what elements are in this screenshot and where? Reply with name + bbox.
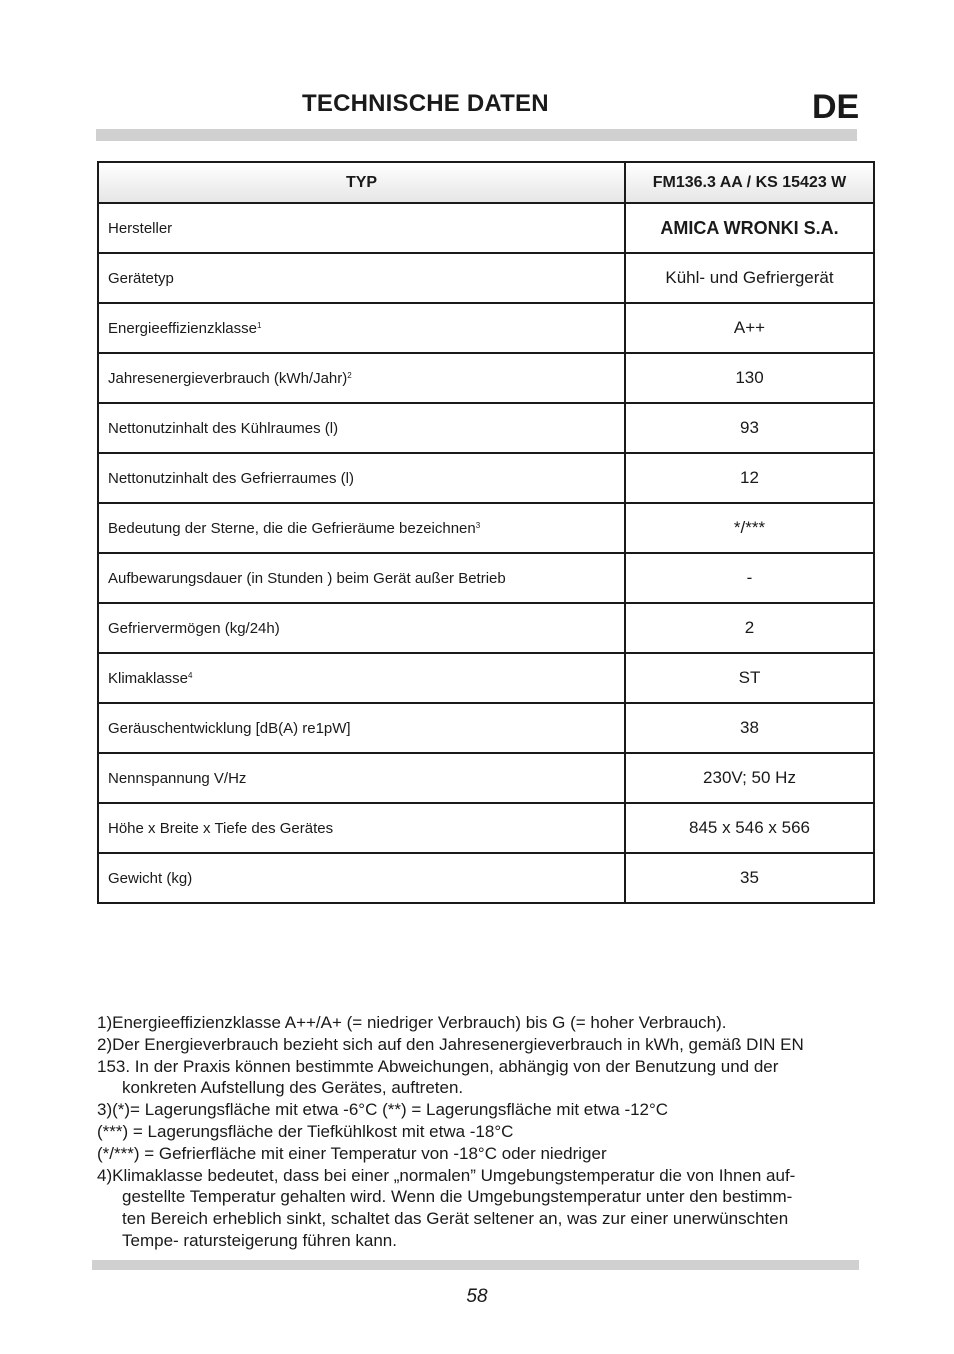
header-model-value: FM136.3 AA / KS 15423 W	[625, 162, 874, 203]
header-type-label: TYP	[98, 162, 625, 203]
row-label-text: Nennspannung V/Hz	[108, 769, 247, 787]
page-number: 58	[466, 1286, 488, 1307]
footer-divider	[92, 1260, 859, 1270]
footnote-ref: 4	[188, 670, 193, 680]
footnote-line: Tempe- ratursteigerung führen kann.	[122, 1230, 397, 1250]
page-title: TECHNISCHE DATEN	[302, 90, 549, 117]
row-label-text: Jahresenergieverbrauch (kWh/Jahr)	[108, 369, 348, 387]
header-divider	[96, 129, 857, 141]
row-label-text: Gewicht (kg)	[108, 869, 193, 887]
row-value: 2	[625, 603, 874, 653]
footnote-ref: 3	[475, 520, 481, 530]
row-label	[98, 403, 625, 453]
table-row	[98, 203, 874, 253]
row-label	[98, 853, 625, 903]
row-value: 12	[625, 453, 874, 503]
row-value: -	[625, 553, 874, 603]
row-label	[98, 303, 625, 353]
row-label	[98, 253, 625, 303]
table-row	[98, 303, 874, 353]
row-value: 845 x 546 x 566	[625, 803, 874, 853]
table-row	[98, 803, 874, 853]
row-label	[98, 203, 625, 253]
footnote-line: konkreten Aufstellung des Gerätes, auftreten.	[122, 1078, 464, 1098]
row-label-text: Aufbewarungsdauer (in Stunden ) beim Gerät außer Betrieb	[108, 569, 506, 587]
row-value: 230V; 50 Hz	[625, 753, 874, 803]
table-row	[98, 853, 874, 903]
footnote-line: 153. In der Praxis können bestimmte Abweichungen, abhängig von der Benutzung und der	[97, 1056, 779, 1076]
row-label-text: Energieeffizienzklasse	[108, 319, 257, 337]
row-label-text: Geräuschentwicklung [dB(A) re1pW]	[108, 719, 351, 737]
row-value: */***	[625, 503, 874, 553]
footnote-ref: 1	[256, 320, 262, 330]
row-label	[98, 703, 625, 753]
table-row	[98, 403, 874, 453]
table-row	[98, 353, 874, 403]
table-row	[98, 553, 874, 603]
row-label-text: Nettonutzinhalt des Kühlraumes (l)	[108, 419, 339, 437]
footnote-line: ten Bereich erheblich sinkt, schaltet das Gerät seltener an, was zur einer unerwünschten	[122, 1209, 789, 1229]
footnote-line: 2)Der Energieverbrauch bezieht sich auf den Jahresenergieverbrauch in kWh, gemäß DIN EN	[97, 1034, 804, 1054]
table-row	[98, 453, 874, 503]
row-label-text: Gerätetyp	[108, 269, 174, 287]
footnote-line: (***) = Lagerungsfläche der Tiefkühlkost mit etwa -18°C	[97, 1121, 514, 1141]
row-label	[98, 353, 625, 403]
row-label	[98, 553, 625, 603]
row-label-text: Nettonutzinhalt des Gefrierraumes (l)	[108, 469, 354, 487]
table-row	[98, 653, 874, 703]
row-value: ST	[625, 653, 874, 703]
footnote-line: 3)(*)= Lagerungsfläche mit etwa -6°C (**) = Lagerungsfläche mit etwa -12°C	[97, 1100, 669, 1120]
row-value: 35	[625, 853, 874, 903]
table-row	[98, 703, 874, 753]
row-label	[98, 603, 625, 653]
row-value: A++	[625, 303, 874, 353]
row-label-text: Bedeutung der Sterne, die die Gefrieräume bezeichnen	[108, 519, 476, 537]
spec-table	[97, 161, 875, 904]
table-row	[98, 253, 874, 303]
row-label	[98, 753, 625, 803]
table-row	[98, 753, 874, 803]
language-code: DE	[812, 88, 860, 126]
table-row	[98, 503, 874, 553]
row-label-text: Hersteller	[108, 219, 173, 237]
row-value: Kühl- und Gefriergerät	[625, 253, 874, 303]
row-label-text: Gefriervermögen (kg/24h)	[108, 619, 280, 637]
row-value: 130	[625, 353, 874, 403]
footnote-ref: 2	[347, 370, 352, 380]
footnotes	[97, 1012, 867, 1252]
row-value: 38	[625, 703, 874, 753]
footnote-line: gestellte Temperatur gehalten wird. Wenn die Umgebungstemperatur unter den bestimm-	[122, 1187, 793, 1207]
row-label	[98, 653, 625, 703]
row-value: AMICA WRONKI S.A.	[625, 203, 874, 253]
row-value: 93	[625, 403, 874, 453]
table-row	[98, 603, 874, 653]
row-label-text: Klimaklasse	[108, 669, 189, 687]
footnote-line: 4)Klimaklasse bedeutet, dass bei einer „normalen” Umgebungstemperatur die von Ihnen auf-	[97, 1165, 796, 1185]
row-label	[98, 803, 625, 853]
footnote-line: 1)Energieeffizienzklasse A++/A+ (= niedriger Verbrauch) bis G (= hoher Verbrauch).	[97, 1013, 727, 1032]
footnote-line: (*/***) = Gefrierfläche mit einer Temperatur von -18°C oder niedriger	[97, 1143, 607, 1163]
table-header-row	[98, 162, 874, 203]
row-label	[98, 503, 625, 553]
row-label-text: Höhe x Breite x Tiefe des Gerätes	[108, 819, 334, 837]
row-label	[98, 453, 625, 503]
